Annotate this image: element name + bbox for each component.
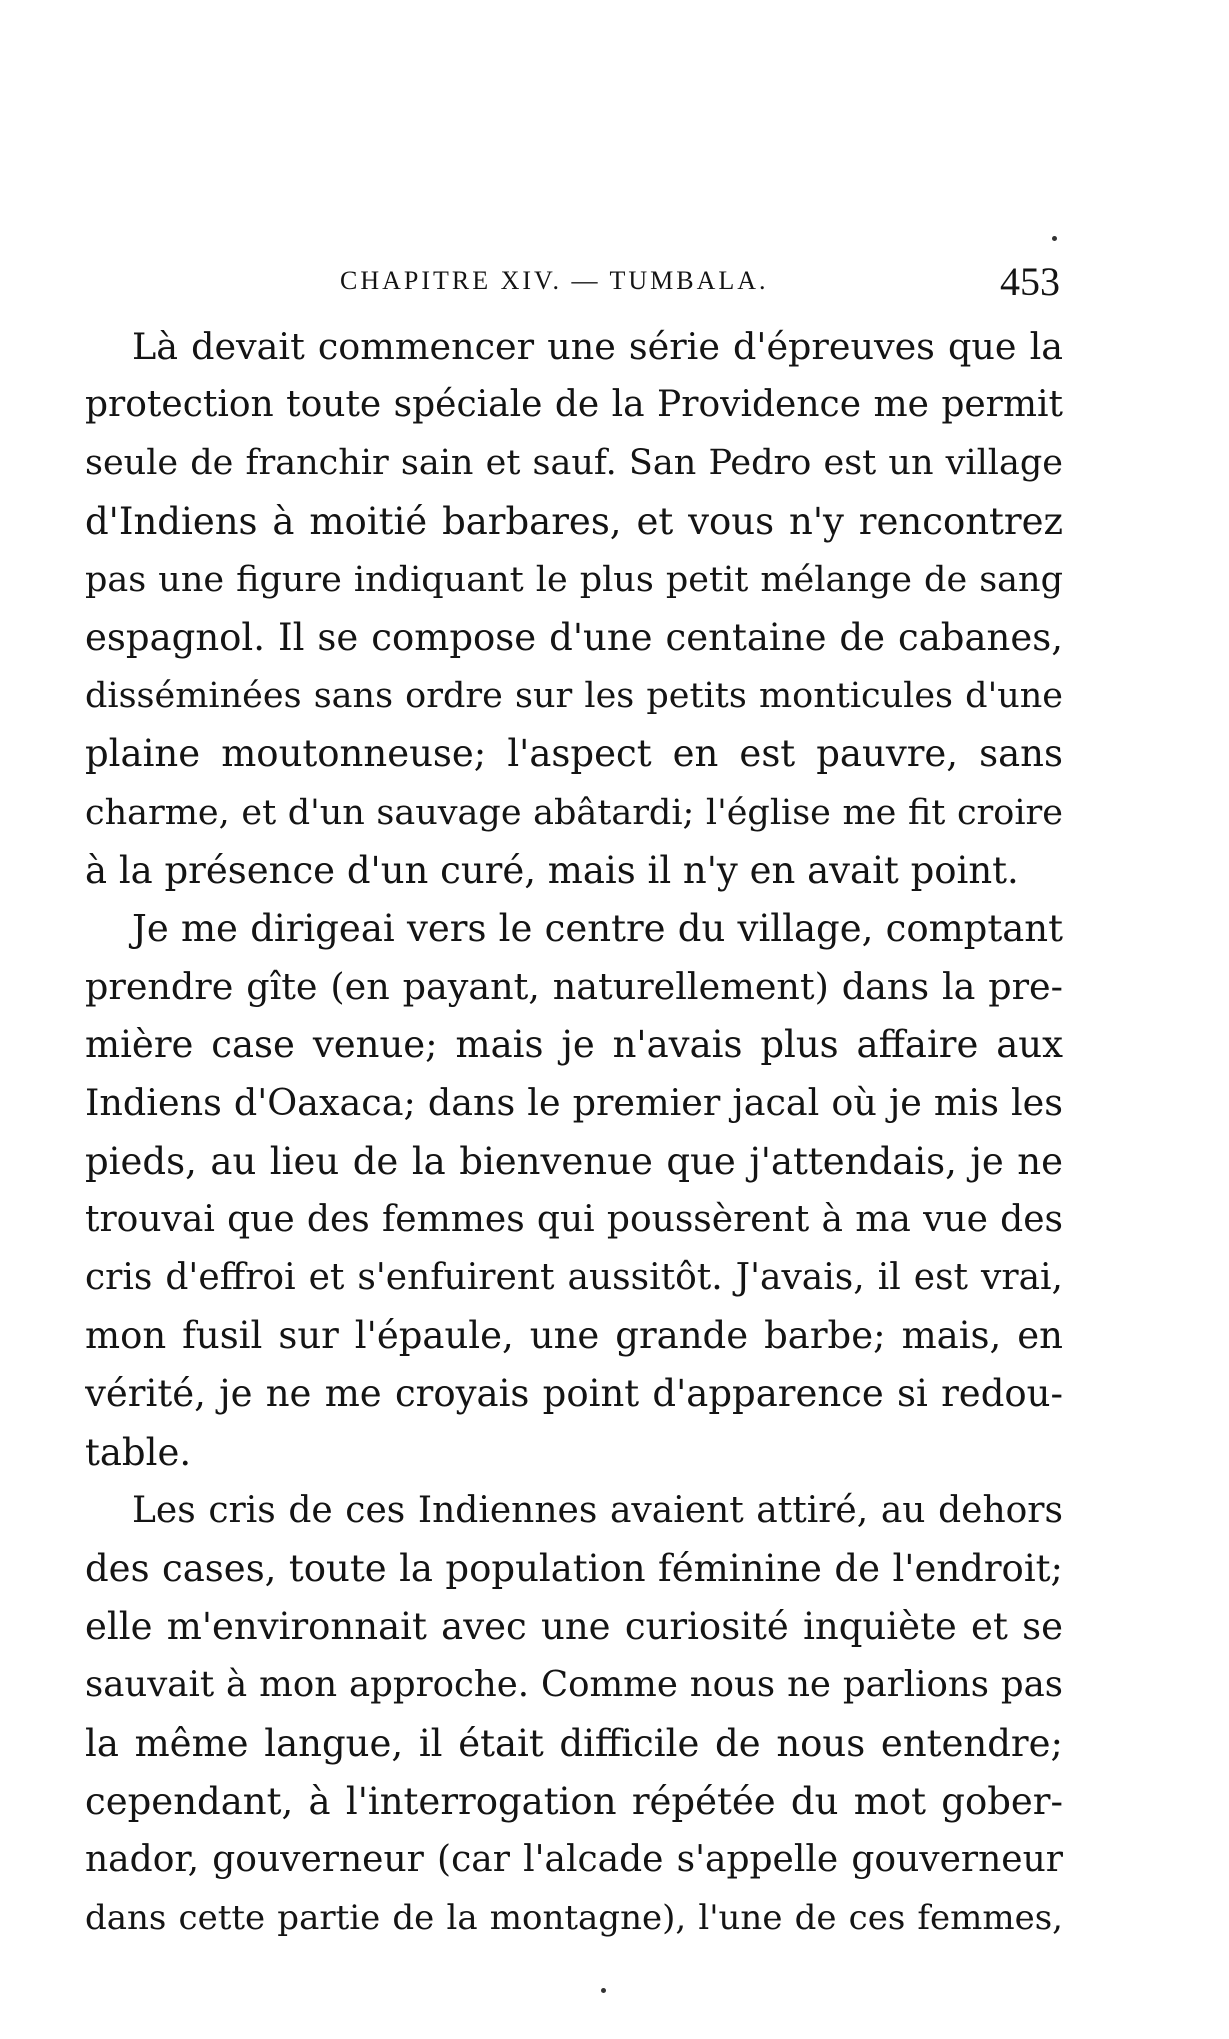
text-line: vérité, je ne me croyais point d'apparence si redou-	[85, 1372, 1063, 1416]
text-line: charme, et d'un sauvage abâtardi; l'église me fit croire	[85, 792, 1063, 833]
body-text	[85, 318, 1063, 1947]
text-line: d'Indiens à moitié barbares, et vous n'y rencontrez	[85, 499, 1063, 543]
text-line: elle m'environnait avec une curiosité inquiète et se	[85, 1605, 1063, 1649]
text-line: trouvai que des femmes qui poussèrent à ma vue des	[85, 1198, 1063, 1240]
text-line: sauvait à mon approche. Comme nous ne parlions pas	[85, 1664, 1063, 1706]
text-line: des cases, toute la population féminine de l'endroit;	[85, 1546, 1063, 1590]
text-line: pas une figure indiquant le plus petit mélange de sang	[85, 559, 1063, 600]
text-line: espagnol. Il se compose d'une centaine de cabanes,	[85, 615, 1063, 659]
text-line: prendre gîte (en payant, naturellement) dans la pre-	[85, 965, 1063, 1009]
text-line: mière case venue; mais je n'avais plus affaire aux	[85, 1023, 1063, 1067]
text-line: cris d'effroi et s'enfuirent aussitôt. J'avais, il est vrai,	[85, 1257, 1063, 1298]
text-line: plaine moutonneuse; l'aspect en est pauvre, sans	[85, 732, 1063, 776]
text-line: nador, gouverneur (car l'alcade s'appelle gouverneur	[85, 1838, 1063, 1880]
text-line: Je me dirigeai vers le centre du village, comptant	[132, 906, 1063, 950]
text-line: protection toute spéciale de la Providence me permit	[85, 384, 1063, 426]
text-line: la même langue, il était difficile de nous entendre;	[85, 1721, 1063, 1765]
text-line: mon fusil sur l'épaule, une grande barbe; mais, en	[85, 1314, 1063, 1358]
text-line: pieds, au lieu de la bienvenue que j'attendais, je ne	[85, 1139, 1063, 1183]
text-line: Indiens d'Oaxaca; dans le premier jacal où je mis les	[85, 1081, 1063, 1125]
text-line: dans cette partie de la montagne), l'une de ces femmes,	[85, 1898, 1063, 1939]
text-line: Là devait commencer une série d'épreuves que la	[132, 325, 1063, 368]
running-head	[340, 258, 1060, 308]
text-line: cependant, à l'interrogation répétée du mot gober-	[85, 1779, 1063, 1823]
text-line: table.	[85, 1430, 192, 1474]
bottom-dot	[601, 1988, 606, 1993]
text-line: disséminées sans ordre sur les petits monticules d'une	[85, 676, 1063, 717]
page-number: 453	[1000, 259, 1060, 304]
top-dot	[1052, 236, 1057, 241]
text-line: seule de franchir sain et sauf. San Pedro est un village	[85, 443, 1063, 484]
running-title: CHAPITRE XIV. — TUMBALA.	[340, 266, 769, 295]
text-line: à la présence d'un curé, mais il n'y en avait point.	[85, 848, 1019, 892]
text-line: Les cris de ces Indiennes avaient attiré, au dehors	[132, 1489, 1063, 1531]
